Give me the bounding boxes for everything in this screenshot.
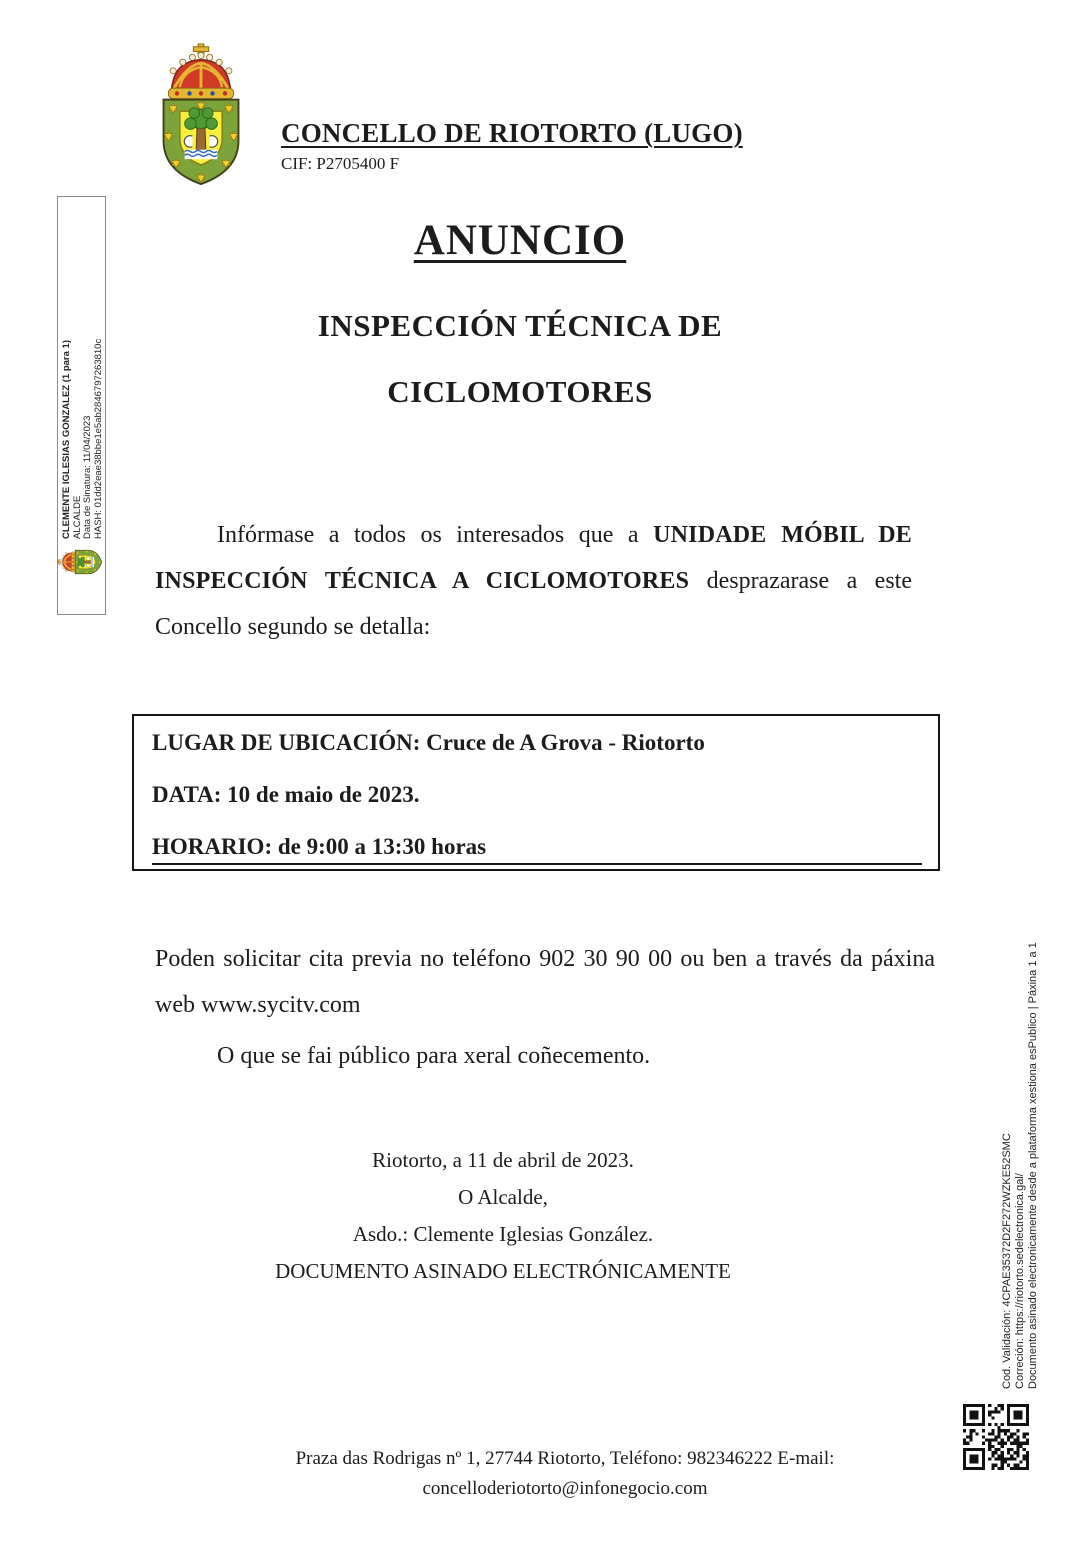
stamp-signature-date: Data de Sinatura: 11/04/2023	[82, 415, 93, 539]
appointment-paragraph: Poden solicitar cita previa no teléfono 902 30 90 00 ou ben a través da páxina web www.sycitv.com	[155, 946, 935, 1018]
coat-of-arms-small-icon	[57, 545, 103, 579]
footer-email: concelloderiotorto@infonegocio.com	[422, 1478, 708, 1499]
subtitle-line2: CICLOMOTORES	[387, 374, 653, 409]
signature-stamp-text	[62, 209, 104, 539]
schedule-row: HORARIO: de 9:00 a 13:30 horas	[152, 834, 922, 865]
page-title-text: ANUNCIO	[413, 217, 627, 264]
header	[281, 118, 743, 174]
coat-of-arms-icon	[148, 42, 254, 188]
validation-stamp	[1001, 944, 1040, 1389]
signature-name: Asdo.: Clemente Iglesias González.	[352, 1222, 654, 1246]
intro-paragraph	[155, 512, 912, 650]
closing-paragraph: O que se fai público para xeral coñecemento.	[217, 1043, 651, 1069]
footer-address: Praza das Rodrigas nº 1, 27744 Riotorto, Teléfono: 982346222 E-mail:	[295, 1448, 835, 1469]
footer	[150, 1444, 980, 1504]
intro-part2: desprazarase a este Concello segundo se detalla:	[155, 568, 912, 640]
signature-role: O Alcalde,	[458, 1185, 548, 1209]
validation-platform: Documento asinado electronicamente desde a plataforma xestiona esPublico | Páxina 1 a 1	[1027, 942, 1039, 1389]
validation-url: Correción: https://riotorto.sedelectronica.gal/	[1014, 1173, 1026, 1389]
subtitle-line1: INSPECCIÓN TÉCNICA DE	[317, 308, 723, 343]
electronic-signature-stamp	[57, 196, 106, 615]
intro-part1: Infórmase a todos os interesados que a	[217, 522, 654, 548]
stamp-hash: HASH: 01dd2eae38bbe1e5ab2846797263810c	[92, 338, 104, 539]
inspection-info-box	[132, 714, 940, 871]
location-row: LUGAR DE UBICACIÓN: Cruce de A Grova - Riotorto	[152, 730, 705, 755]
signature-place-date: Riotorto, a 11 de abril de 2023.	[372, 1148, 634, 1172]
qr-code	[963, 1404, 1029, 1470]
signature-block	[150, 1142, 856, 1290]
stamp-signer-role: ALCALDE	[71, 495, 83, 539]
coat-of-arms-logo	[148, 42, 254, 188]
cif-number: CIF: P2705400 F	[281, 154, 400, 173]
signature-note: DOCUMENTO ASINADO ELECTRÓNICAMENTE	[275, 1259, 731, 1283]
page-title	[150, 216, 890, 265]
validation-code: Cod. Validación: 4CPAE35372D2F272WZKE52SMC	[1001, 1133, 1013, 1389]
date-row: DATA: 10 de maio de 2023.	[152, 782, 420, 807]
stamp-signer-name: CLEMENTE IGLESIAS GONZALEZ (1 para 1)	[61, 340, 72, 539]
municipality-title: CONCELLO DE RIOTORTO (LUGO)	[281, 118, 743, 148]
intro-bold: UNIDADE MÓBIL DE INSPECCIÓN TÉCNICA A CICLOMOTORES	[155, 522, 912, 594]
